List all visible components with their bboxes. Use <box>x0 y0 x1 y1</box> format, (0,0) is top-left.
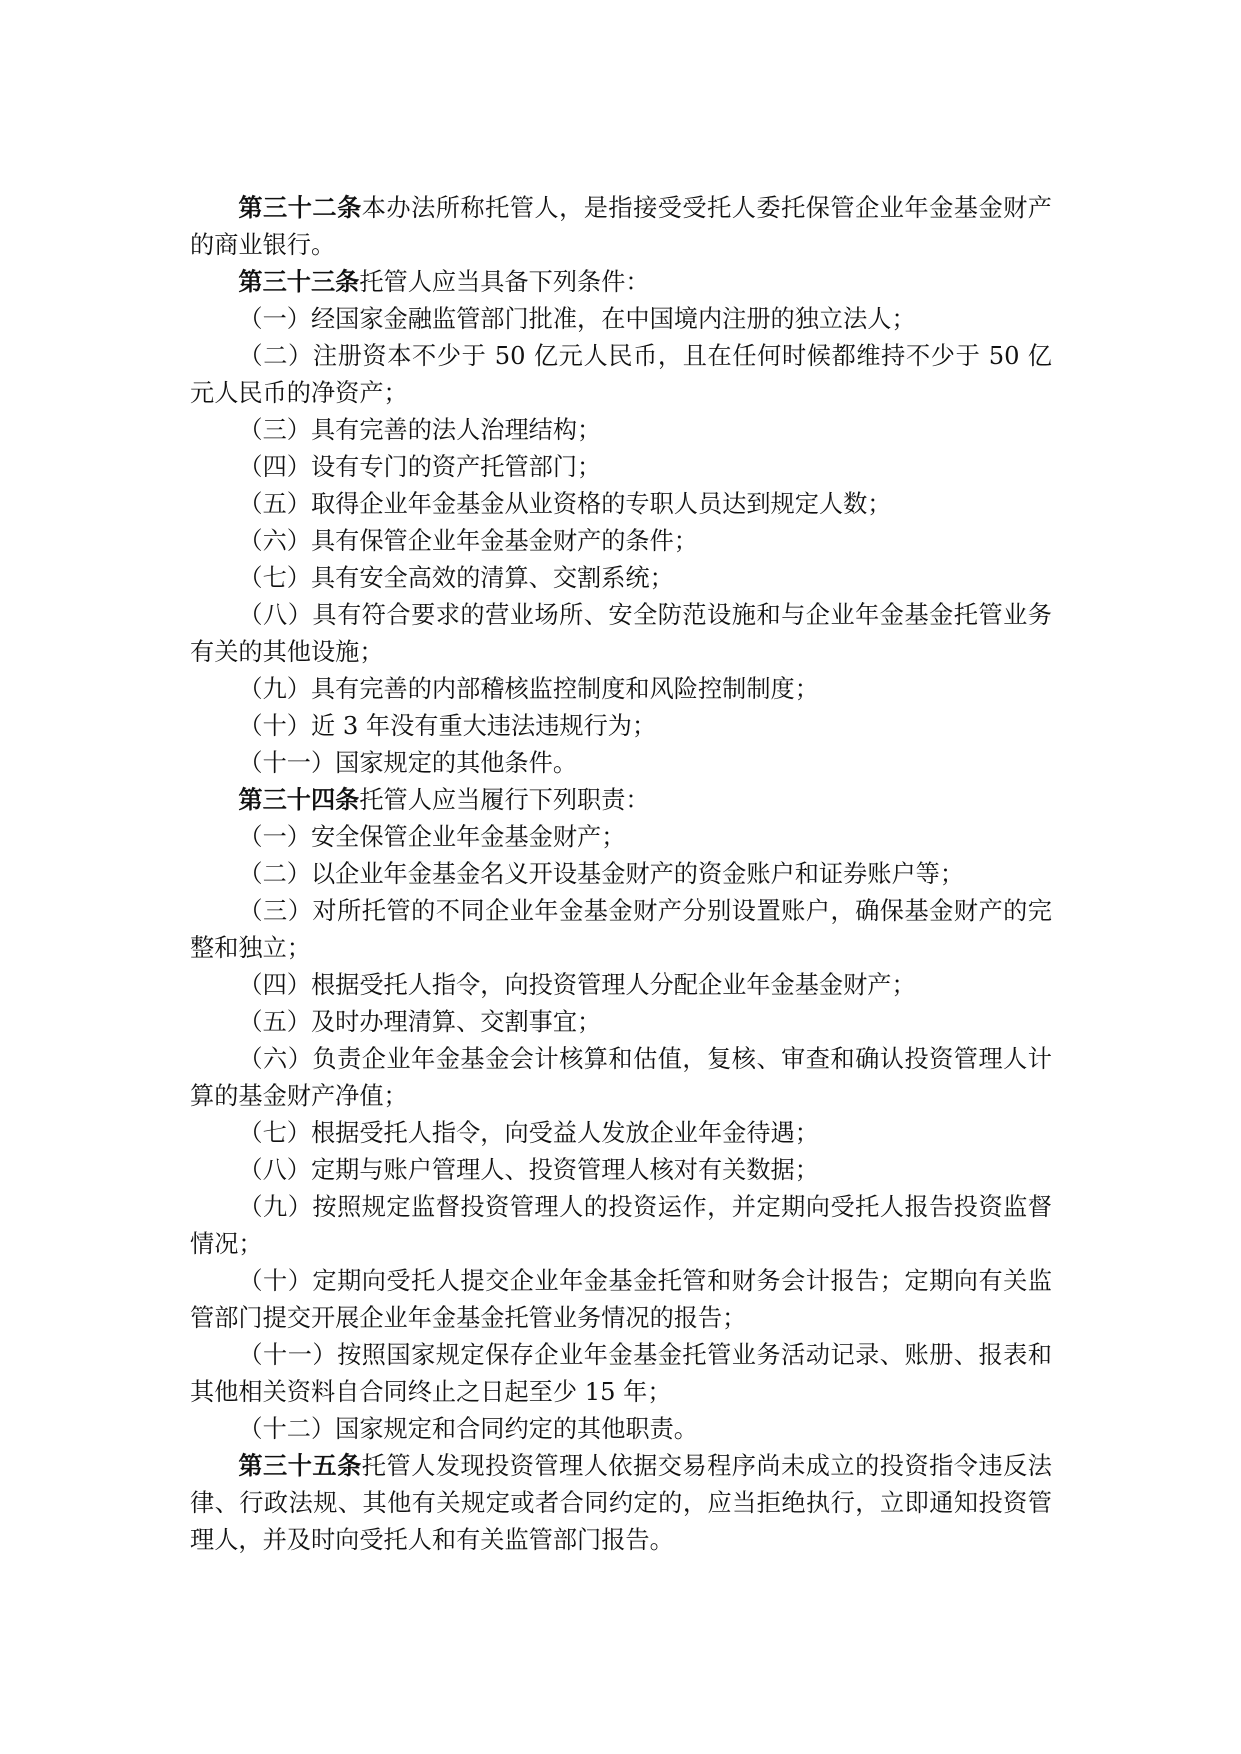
list-item: （一）经国家金融监管部门批准，在中国境内注册的独立法人； <box>238 305 916 333</box>
list-item: （十一）国家规定的其他条件。 <box>238 749 578 777</box>
article-32 <box>190 190 1052 264</box>
list-item: （七）具有安全高效的清算、交割系统； <box>238 564 674 592</box>
list-item: （一）安全保管企业年金基金财产； <box>238 823 626 851</box>
list-item: （十）近 3 年没有重大违法违规行为； <box>238 712 657 740</box>
list-item: （八）具有符合要求的营业场所、安全防范设施和与企业年金基金托管业务有关的其他设施； <box>190 601 1052 666</box>
list-item: （十一）按照国家规定保存企业年金基金托管业务活动记录、账册、报表和其他相关资料自合同终止之日起至少 15 年； <box>190 1341 1052 1406</box>
list-item: （八）定期与账户管理人、投资管理人核对有关数据； <box>238 1156 819 1184</box>
article-33 <box>190 264 1052 301</box>
list-item: （九）具有完善的内部稽核监控制度和风险控制制度； <box>238 675 819 703</box>
list-item: （六）负责企业年金基金会计核算和估值，复核、审查和确认投资管理人计算的基金财产净值； <box>190 1045 1052 1110</box>
list-item: （六）具有保管企业年金基金财产的条件； <box>238 527 698 555</box>
list-item: （五）及时办理清算、交割事宜； <box>238 1008 602 1036</box>
article-text: 本办法所称托管人，是指接受受托人委托保管企业年金基金财产的商业银行。 <box>190 194 1052 259</box>
article-number: 第三十二条 <box>238 194 362 222</box>
list-item: （三）对所托管的不同企业年金基金财产分别设置账户，确保基金财产的完整和独立； <box>190 897 1052 962</box>
list-item: （七）根据受托人指令，向受益人发放企业年金待遇； <box>238 1119 819 1147</box>
article-35 <box>190 1448 1052 1559</box>
list-item: （十）定期向受托人提交企业年金基金托管和财务会计报告；定期向有关监管部门提交开展企业年金基金托管业务情况的报告； <box>190 1267 1052 1332</box>
article-number: 第三十四条 <box>238 786 360 814</box>
list-item: （三）具有完善的法人治理结构； <box>238 416 602 444</box>
article-text: 托管人发现投资管理人依据交易程序尚未成立的投资指令违反法律、行政法规、其他有关规定或者合同约定的，应当拒绝执行，立即通知投资管理人，并及时向受托人和有关监管部门报告。 <box>190 1452 1052 1554</box>
list-item: （九）按照规定监督投资管理人的投资运作，并定期向受托人报告投资监督情况； <box>190 1193 1052 1258</box>
article-number: 第三十五条 <box>238 1452 362 1480</box>
article-text: 托管人应当具备下列条件： <box>359 268 650 296</box>
article-text: 托管人应当履行下列职责： <box>359 786 650 814</box>
list-item: （四）根据受托人指令，向投资管理人分配企业年金基金财产； <box>238 971 916 999</box>
document-page <box>190 190 1052 1559</box>
list-item: （五）取得企业年金基金从业资格的专职人员达到规定人数； <box>238 490 892 518</box>
article-number: 第三十三条 <box>238 268 360 296</box>
list-item: （十二）国家规定和合同约定的其他职责。 <box>238 1415 698 1443</box>
article-34 <box>190 782 1052 819</box>
list-item: （四）设有专门的资产托管部门； <box>238 453 602 481</box>
list-item: （二）以企业年金基金名义开设基金财产的资金账户和证券账户等； <box>238 860 965 888</box>
list-item: （二）注册资本不少于 50 亿元人民币，且在任何时候都维持不少于 50 亿元人民币的净资产； <box>190 342 1052 407</box>
